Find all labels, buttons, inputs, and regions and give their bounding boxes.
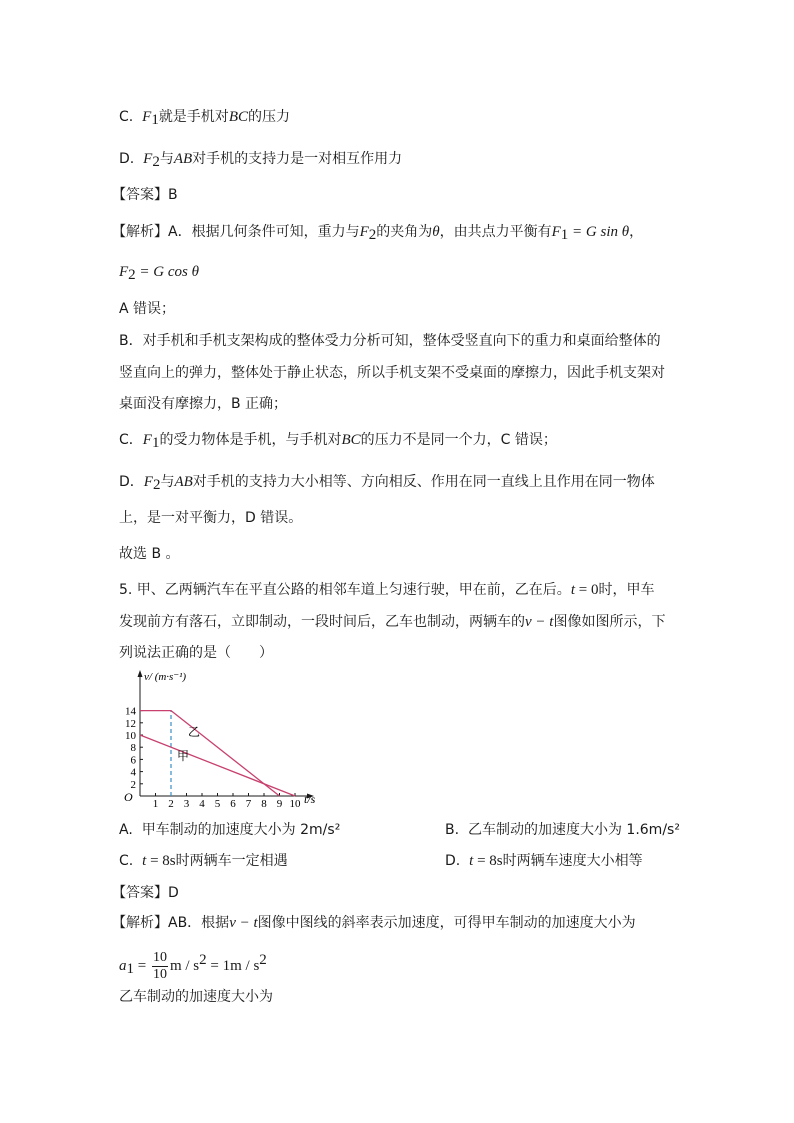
analysis-5-line3: 乙车制动的加速度大小为 bbox=[119, 989, 273, 1005]
x-tick-label: 3 bbox=[183, 798, 190, 808]
x-tick-label: 10 bbox=[289, 798, 301, 808]
label-yi: 乙 bbox=[188, 725, 201, 739]
y-axis-label: v/ (m·s⁻¹) bbox=[144, 671, 187, 683]
y-tick-label: 14 bbox=[125, 705, 136, 718]
analysis-4-line9: 故选 B 。 bbox=[119, 546, 180, 562]
answer-4: 【答案】B bbox=[112, 187, 178, 203]
vt-chart bbox=[118, 668, 328, 808]
analysis-4-line5: 桌面没有摩擦力，B 正确； bbox=[119, 396, 288, 412]
option-b-5: B. 乙车制动的加速度大小为 1.6m/s² bbox=[445, 822, 680, 838]
question-5-line1: 5. 甲、乙两辆汽车在平直公路的相邻车道上匀速行驶，甲在前，乙在后。t = 0时，甲车 bbox=[119, 582, 655, 598]
y-tick-label: 10 bbox=[125, 730, 136, 742]
analysis-4-line1: 【解析】A．根据几何条件可知，重力与$F_2$的夹角为θ，由共点力平衡有$F_1 = G$ sin θ， bbox=[112, 224, 644, 243]
x-tick-label: 4 bbox=[199, 798, 205, 808]
option-a-5: A. 甲车制动的加速度大小为 2m/s² bbox=[119, 822, 341, 838]
analysis-4-line3: B．对手机和手机支架构成的整体受力分析可知，整体受竖直向下的重力和桌面给整体的 bbox=[119, 333, 661, 349]
x-tick-label: 2 bbox=[168, 798, 174, 808]
y-tick-label: 6 bbox=[130, 754, 136, 767]
y-axis-arrow bbox=[138, 670, 143, 677]
analysis-5-line1: 【解析】AB．根据v − t图像中图线的斜率表示加速度，可得甲车制动的加速度大小为 bbox=[112, 915, 636, 931]
analysis-4-line6: C．$F_1$的受力物体是手机，与手机对BC的压力不是同一个力，C 错误； bbox=[119, 432, 557, 451]
x-tick-label: 9 bbox=[276, 798, 283, 808]
origin-label: O bbox=[124, 790, 133, 804]
analysis-4-line2: A 错误； bbox=[119, 301, 176, 317]
analysis-5-formula: $a_1$ = $\frac{10}{10}$ $m / s^2 = 1m / s^2$ bbox=[119, 949, 267, 982]
question-5-line3: 列说法正确的是（ ） bbox=[119, 645, 273, 661]
option-d-5: D. t = 8s时两辆车速度大小相等 bbox=[445, 853, 643, 869]
series-jia-line bbox=[140, 735, 295, 796]
y-tick-label: 2 bbox=[130, 778, 136, 791]
x-tick-label: 8 bbox=[261, 798, 267, 808]
x-tick-label: 1 bbox=[152, 798, 159, 808]
option-d-prev: D. $F_2$与AB对手机的支持力是一对相互作用力 bbox=[119, 151, 403, 170]
x-tick-label: 7 bbox=[245, 798, 252, 808]
x-tick-label: 5 bbox=[214, 798, 221, 808]
answer-5: 【答案】D bbox=[112, 885, 179, 901]
question-5-line2: 发现前方有落石，立即制动，一段时间后，乙车也制动，两辆车的v − t图像如图所示，下 bbox=[119, 614, 666, 630]
analysis-4-line4: 竖直向上的弹力，整体处于静止状态，所以手机支架不受桌面的摩擦力，因此手机支架对 bbox=[119, 365, 665, 381]
label-jia: 甲 bbox=[177, 749, 190, 763]
series-yi-line bbox=[140, 711, 280, 796]
y-tick-label: 8 bbox=[130, 742, 136, 755]
option-c-prev: C. $F_1$就是手机对BC的压力 bbox=[119, 109, 290, 128]
analysis-4-line8: 上，是一对平衡力，D 错误。 bbox=[119, 510, 303, 526]
analysis-4-line7: D．$F_2$与AB对手机的支持力大小相等、方向相反、作用在同一直线上且作用在同一物体 bbox=[119, 474, 655, 493]
fraction: $\frac{10}{10}$ bbox=[152, 949, 167, 982]
y-tick-label: 4 bbox=[130, 766, 136, 779]
y-tick-label: 12 bbox=[125, 717, 136, 730]
analysis-4-eq2: $F_2 = G$ cos θ bbox=[119, 264, 199, 283]
x-axis-label: t/s bbox=[304, 792, 316, 806]
option-c-5: C. t = 8s时两辆车一定相遇 bbox=[119, 853, 288, 869]
x-tick-label: 6 bbox=[230, 798, 236, 808]
